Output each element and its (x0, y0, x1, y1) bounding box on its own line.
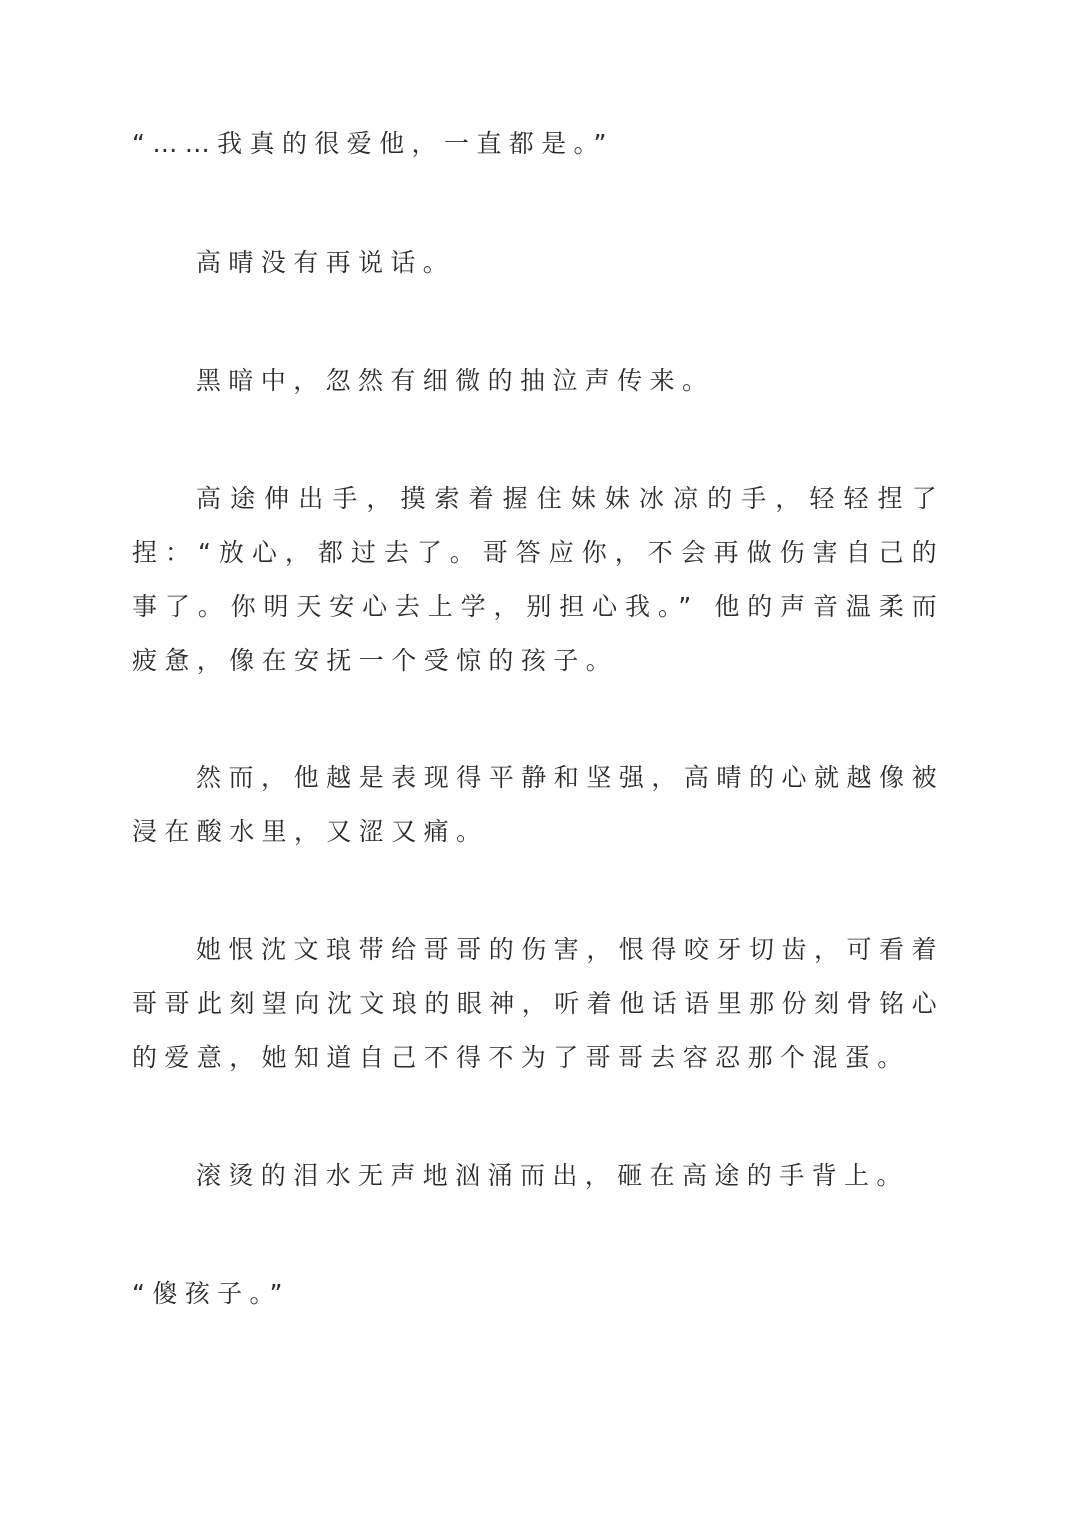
narration-paragraph: 滚烫的泪水无声地汹涌而出，砸在高途的手背上。 (196, 1161, 909, 1190)
narration-paragraph: 高晴没有再说话。 (196, 248, 456, 277)
dialogue-paragraph: “……我真的很爱他，一直都是。” (132, 129, 614, 158)
dialogue-paragraph: “傻孩子。” (132, 1279, 290, 1308)
narration-paragraph: 她恨沈文琅带给哥哥的伤害，恨得咬牙切齿，可看着哥哥此刻望向沈文琅的眼神，听着他话语里那份刻骨铭心的爱意，她知道自己不得不为了哥哥去容忍那个混蛋。 (132, 935, 944, 1072)
narration-paragraph: 黑暗中，忽然有细微的抽泣声传来。 (196, 366, 715, 395)
narration-paragraph: 高途伸出手，摸索着握住妹妹冰凉的手，轻轻捏了捏：“放心，都过去了。哥答应你，不会再做伤害自己的事了。你明天安心去上学，别担心我。” 他的声音温柔而疲惫，像在安抚一个受惊的孩子。 (132, 484, 944, 675)
narration-paragraph: 然而，他越是表现得平静和坚强，高晴的心就越像被浸在酸水里，又涩又痛。 (132, 763, 944, 846)
